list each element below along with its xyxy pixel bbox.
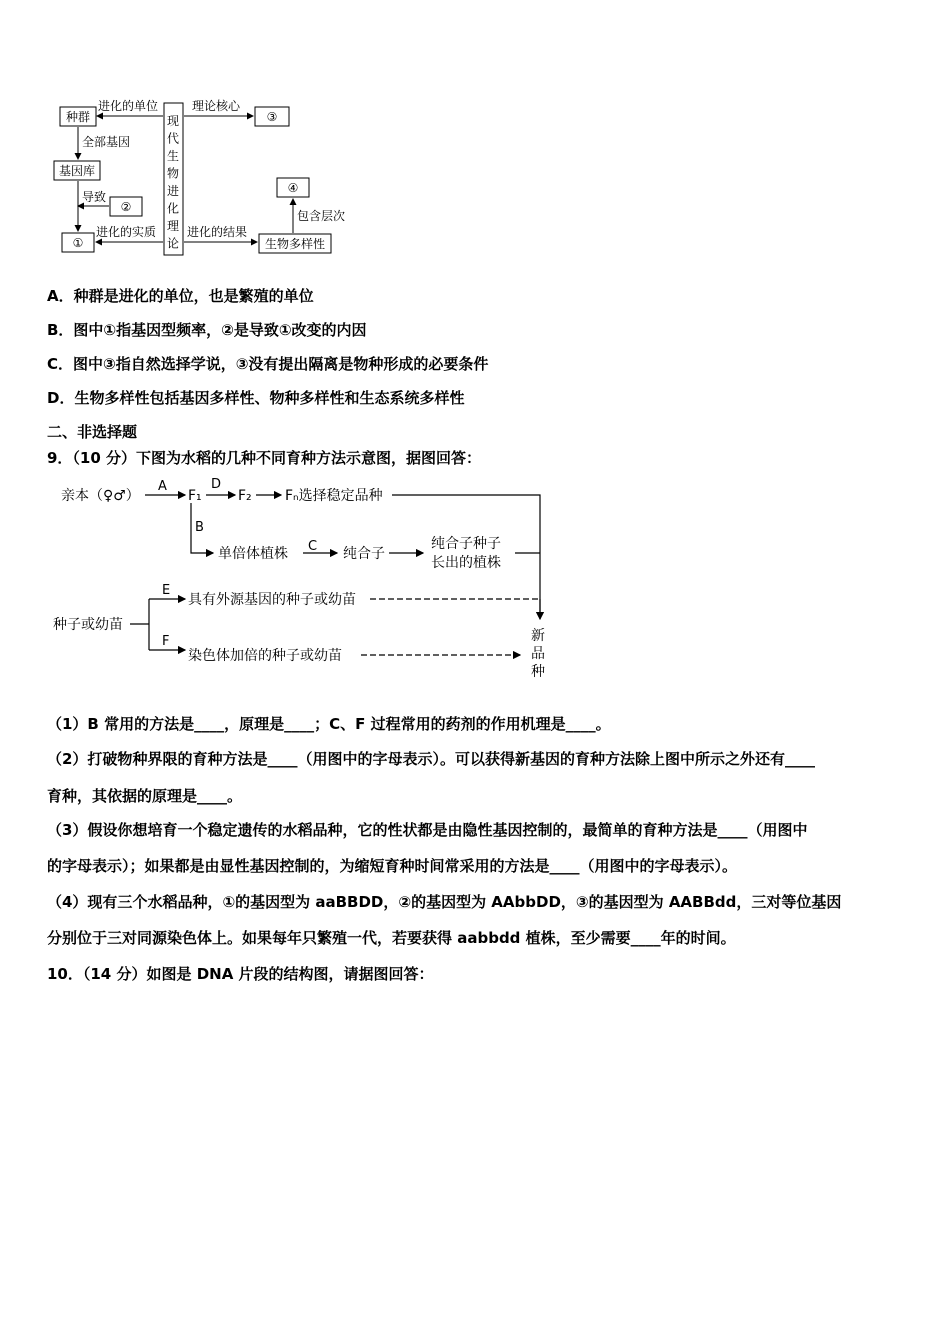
essence-label: 进化的实质 <box>96 225 157 239</box>
population-label: 种群 <box>65 110 91 124</box>
f2-label: F₂ <box>238 488 252 504</box>
levels-label: 包含层次 <box>297 209 346 223</box>
cause-label: 导致 <box>82 190 107 204</box>
haploid-label: 单倍体植株 <box>218 546 288 562</box>
seeds-label: 种子或幼苗 <box>53 617 123 633</box>
core-label: 理论核心 <box>192 99 241 113</box>
q9-part2b: 育种，其依据的原理是____。 <box>47 787 243 805</box>
q9-stem: 9．（10 分）下图为水稻的几种不同育种方法示意图，据图回答： <box>47 449 482 467</box>
parent-label: 亲本（♀♂） <box>61 488 140 504</box>
breeding-methods-diagram <box>45 474 565 689</box>
foreign-gene-label: 具有外源基因的种子或幼苗 <box>188 592 356 608</box>
arrow-b-label: B <box>195 520 204 535</box>
q9-part2a: （2）打破物种界限的育种方法是____（用图中的字母表示）。可以获得新基因的育种方法除上图中所示之外还有____ <box>47 750 815 768</box>
gene-pool-label: 基因库 <box>58 164 96 178</box>
evolution-theory-diagram <box>40 95 370 265</box>
new-variety-label: 新品种 <box>531 628 545 680</box>
center-theory-label: 现代生物进化理论 <box>166 114 180 251</box>
q9-part4b: 分别位于三对同源染色体上。如果每年只繁殖一代，若要获得 aabbdd 植株，至少需要____年的时间。 <box>47 929 736 947</box>
q9-part3b: 的字母表示）；如果都是由显性基因控制的，为缩短育种时间常采用的方法是____（用图中的字母表示）。 <box>47 857 738 875</box>
fn-label: Fₙ选择稳定品种 <box>285 488 383 504</box>
option-b: B．图中①指基因型频率，②是导致①改变的内因 <box>47 321 367 339</box>
box-2-label: ② <box>120 200 132 214</box>
homo-plant-label: 长出的植株 <box>431 555 501 571</box>
arrow-a-label: A <box>158 479 167 494</box>
option-c: C．图中③指自然选择学说，③没有提出隔离是物种形成的必要条件 <box>47 355 489 373</box>
arrow-d-label: D <box>211 477 222 492</box>
unit-label: 进化的单位 <box>98 99 159 113</box>
q9-part4a: （4）现有三个水稻品种，①的基因型为 aaBBDD，②的基因型为 AAbbDD，③的基因型为 AABBdd，三对等位基因 <box>47 893 842 911</box>
box-3-label: ③ <box>266 110 278 124</box>
all-genes-label: 全部基因 <box>82 135 131 149</box>
q9-part3a: （3）假设你想培育一个稳定遗传的水稻品种，它的性状都是由隐性基因控制的，最简单的育种方法是____（用图中 <box>47 821 808 839</box>
biodiversity-label: 生物多样性 <box>264 237 326 251</box>
arrow-e-label: E <box>162 583 171 598</box>
option-d: D．生物多样性包括基因多样性、物种多样性和生态系统多样性 <box>47 389 465 407</box>
result-label: 进化的结果 <box>187 225 248 239</box>
arrow-f-label: F <box>162 634 170 649</box>
box-4-label: ④ <box>287 181 299 195</box>
doubled-label: 染色体加倍的种子或幼苗 <box>188 648 342 664</box>
homozygote-label: 纯合子 <box>343 546 385 562</box>
q9-part1: （1）B 常用的方法是____，原理是____；C、F 过程常用的药剂的作用机理是____。 <box>47 715 611 733</box>
f1-label: F₁ <box>188 488 202 504</box>
homo-seed-label: 纯合子种子 <box>431 536 501 552</box>
q10-stem: 10．（14 分）如图是 DNA 片段的结构图，请据图回答： <box>47 965 434 983</box>
section-heading: 二、非选择题 <box>47 423 138 441</box>
box-1-label: ① <box>72 236 84 250</box>
arrow-c-label: C <box>308 539 318 554</box>
option-a: A．种群是进化的单位，也是繁殖的单位 <box>47 287 314 305</box>
